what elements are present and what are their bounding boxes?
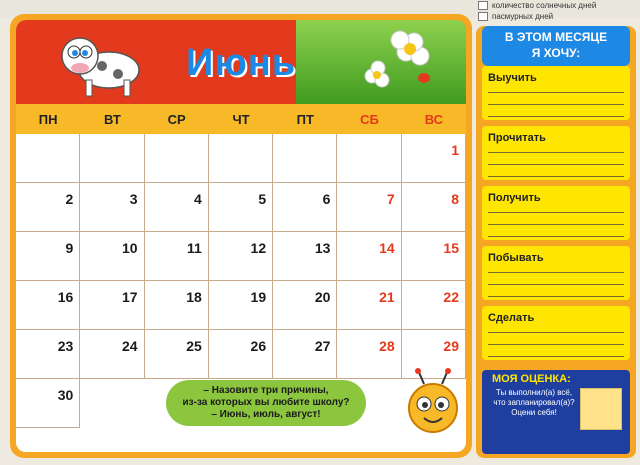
goal-read[interactable] [482,126,630,180]
day-cell[interactable] [273,330,337,379]
day-number: 23 [57,337,74,354]
write-line [488,296,624,297]
day-number: 5 [258,190,267,207]
day-cell[interactable] [402,134,466,183]
day-cell[interactable] [273,232,337,281]
month-title: Июнь [186,42,297,84]
daisy-flowers-icon [336,28,456,106]
day-number: 27 [314,337,331,354]
score-line-2: что запланировал(а)? [493,398,575,407]
bee-character-icon [404,368,462,438]
score-input-box[interactable] [580,388,622,430]
day-number: 4 [194,190,202,207]
goals-header-line-2: Я ХОЧУ: [531,46,581,60]
weekday-mon: ПН [38,111,58,127]
day-cell[interactable] [16,183,80,232]
day-cell[interactable] [337,330,401,379]
day-cell[interactable] [402,183,466,232]
write-line [488,332,624,333]
sun-checkbox-icon [478,1,488,10]
day-number: 29 [443,337,459,354]
day-number: 22 [443,288,459,305]
day-cell[interactable] [80,330,144,379]
day-cell[interactable] [80,183,144,232]
score-line-1: Ты выполнил(а) всё, [495,388,573,397]
write-line [488,116,624,117]
day-cell[interactable] [145,281,209,330]
score-text [488,388,580,418]
weekday-wed: СР [167,111,186,127]
legend-sunny-label: количество солнечных дней [492,1,597,10]
day-number: 20 [314,288,331,305]
day-cell[interactable] [337,232,401,281]
weekday-header-row [16,104,466,134]
score-line-3: Оцени себя! [511,408,557,417]
day-cell[interactable] [145,134,209,183]
day-cell[interactable] [80,281,144,330]
speech-bubble [166,380,366,426]
day-number: 17 [121,288,138,305]
write-line [488,224,624,225]
day-cell[interactable] [402,232,466,281]
calendar-body [16,20,466,452]
bubble-line-2: из-за которых вы любите школу? [182,397,350,408]
score-title: МОЯ ОЦЕНКА: [492,373,571,385]
day-number: 28 [379,337,395,354]
goal-get[interactable] [482,186,630,240]
write-line [488,284,624,285]
day-cell[interactable] [16,330,80,379]
day-number: 21 [379,288,395,305]
day-number: 18 [186,288,202,305]
day-number: 2 [65,190,74,207]
day-number: 6 [322,190,331,207]
day-cell[interactable] [209,183,273,232]
day-cell[interactable] [16,281,80,330]
day-cell[interactable] [273,183,337,232]
write-line [488,176,624,177]
goal-get-label: Получить [488,192,541,204]
day-cell[interactable] [145,330,209,379]
weather-legend [478,0,640,26]
goals-header-line-1: В ЭТОМ МЕСЯЦЕ [504,30,608,44]
goal-do[interactable] [482,306,630,360]
day-cell[interactable] [16,232,80,281]
cloud-checkbox-icon [478,12,488,21]
day-cell[interactable] [80,232,144,281]
weekday-sun: ВС [424,111,443,127]
day-number: 26 [250,337,267,354]
goal-visit-label: Побывать [488,252,544,264]
day-number: 25 [186,337,202,354]
day-cell[interactable] [337,183,401,232]
day-number: 16 [57,288,74,305]
cow-illustration-icon [54,30,146,100]
day-number: 12 [250,239,267,256]
day-cell[interactable] [337,134,401,183]
goal-learn-label: Выучить [488,72,537,84]
write-line [488,152,624,153]
goal-do-label: Сделать [488,312,535,324]
write-line [488,164,624,165]
day-number: 30 [57,386,74,403]
day-number: 1 [451,142,459,158]
day-number: 24 [121,337,138,354]
day-cell[interactable] [209,232,273,281]
write-line [488,104,624,105]
day-cell[interactable] [145,183,209,232]
goal-learn[interactable] [482,66,630,120]
weekday-fri: ПТ [296,111,314,127]
day-cell[interactable] [16,134,80,183]
day-cell[interactable] [337,281,401,330]
bubble-line-1: – Назовите три причины, [203,385,329,396]
day-cell[interactable] [273,281,337,330]
legend-cloudy-label: пасмурных дней [492,12,554,21]
day-cell[interactable] [16,379,80,428]
day-cell[interactable] [402,281,466,330]
day-cell[interactable] [209,281,273,330]
day-number: 3 [129,190,138,207]
write-line [488,356,624,357]
weekday-sat: СБ [360,111,379,127]
goal-visit[interactable] [482,246,630,300]
write-line [488,236,624,237]
goals-panel [476,26,636,458]
write-line [488,344,624,345]
self-score-box [482,370,630,454]
day-number: 10 [121,239,138,256]
write-line [488,212,624,213]
day-number: 11 [187,239,202,256]
write-line [488,92,624,93]
day-number: 15 [443,239,459,256]
day-number: 7 [386,190,395,207]
day-number: 14 [379,239,395,256]
weekday-thu: ЧТ [232,111,250,127]
weekday-tue: ВТ [104,111,121,127]
day-number: 9 [65,239,74,256]
calendar-header [16,20,466,104]
write-line [488,272,624,273]
day-number: 8 [451,190,459,207]
goal-read-label: Прочитать [488,132,546,144]
day-number: 13 [314,239,331,256]
day-cell[interactable] [80,134,144,183]
day-cell[interactable] [273,134,337,183]
goals-header [482,26,630,66]
day-cell[interactable] [209,330,273,379]
day-number: 19 [250,288,267,305]
day-cell[interactable] [209,134,273,183]
bubble-line-3: – Июнь, июль, август! [211,409,321,420]
calendar-frame [10,14,472,458]
day-cell[interactable] [145,232,209,281]
